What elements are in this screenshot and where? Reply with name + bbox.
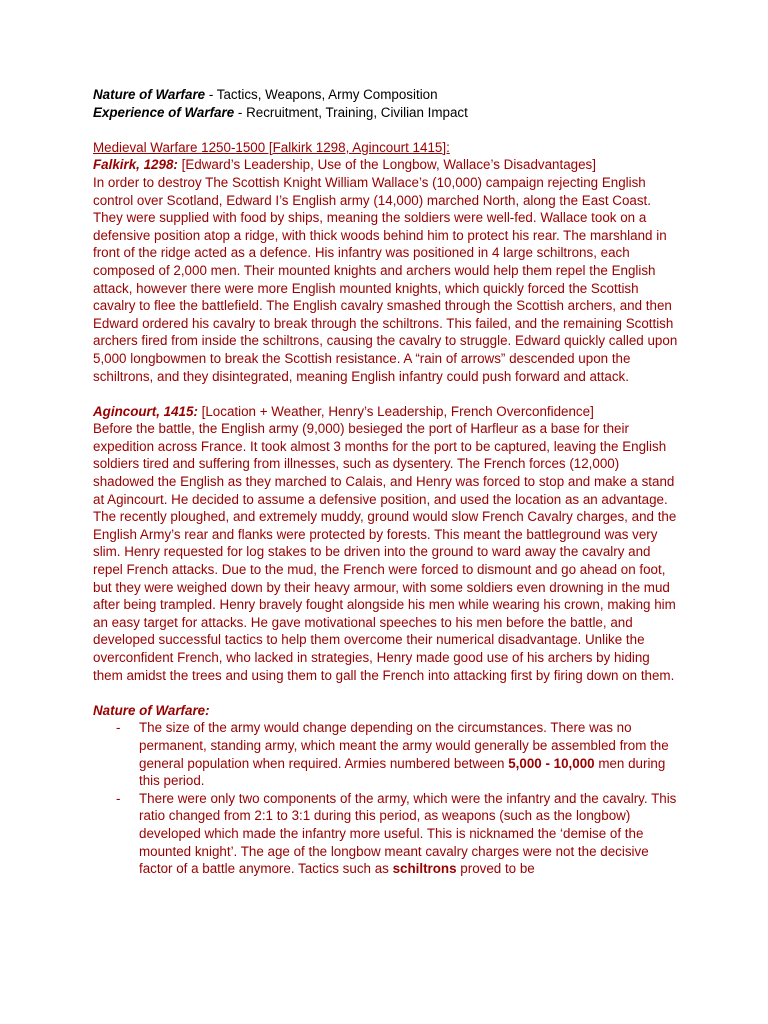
falkirk-paragraph: In order to destroy The Scottish Knight William Wallace’s (10,000) campaign rejecting English control over Scotland, Edward I’s English army (14,000) marched North, along the East Coast. They were supplied with food by ships, meaning the soldiers were well-fed. Wallace took on a defensive position atop a ridge, with thick woods behind him to protect his rear. The marshland in front of the ridge acted as a defence. His infantry was positioned in 4 large schiltrons, each composed of 2,000 men. Their mounted knights and archers would help them repel the English attack, however there were more English mounted knights, which quickly forced the Scottish cavalry to flee the battlefield. The English cavalry smashed through the Scottish archers, and then Edward ordered his cavalry to break through the schiltrons. This failed, and the remaining Scottish archers fired from inside the schiltrons, causing the cavalry to struggle. Edward quickly called upon 5,000 longbowmen to break the Scottish resistance. A “rain of arrows” descended upon the schiltrons, and they disintegrated, meaning English infantry could push forward and attack. <box>93 174 678 384</box>
list-item <box>93 790 681 878</box>
bullet-text: men during this period. <box>139 755 666 789</box>
falkirk-topics: [Edward’s Leadership, Use of the Longbow, Wallace’s Disadvantages] <box>177 157 596 173</box>
agincourt-label: Agincourt, 1415: <box>93 403 198 419</box>
falkirk-label: Falkirk, 1298: <box>93 157 178 173</box>
agincourt-topics: [Location + Weather, Henry’s Leadership, French Overconfidence] <box>197 403 594 419</box>
bullet-text: There were only two components of the army, which were the infantry and the cavalry. This ratio changed from 2:1 to 3:1 during this period, as weapons (such as the longbow) developed which made the infantry more useful. This is nicknamed the ‘demise of the mounted knight’. The age of the longbow meant cavalry charges were not the decisive factor of a battle anymore. Tactics such as <box>139 790 677 877</box>
agincourt-paragraph: Before the battle, the English army (9,000) besieged the port of Harfleur as a base for their expedition across France. It took almost 3 months for the port to be captured, leaving the English soldiers tired and suffering from illnesses, such as dysentery. The French forces (12,000) shadowed the English as they marched to Calais, and Henry was forced to stop and make a stand at Agincourt. He decided to assume a defensive position, and used the location as an advantage. The recently ploughed, and extremely muddy, ground would slow French Cavalry charges, and the English Army’s rear and flanks were protected by forests. This meant the battleground was very slim. Henry requested for log stakes to be driven into the ground to ward away the cavalry and repel French attacks. Due to the mud, the French were forced to dismount and go ahead on foot, but they were weighed down by their heavy armour, with some soldiers even drowning in the mud after being trampled. Henry bravely fought alongside his men while wearing his crown, making him an easy target for attacks. He gave motivational speeches to his men before the battle, and developed successful tactics to help them overcome their numerical disadvantage. Unlike the overconfident French, who lacked in strategies, Henry made good use of his archers by hiding them amidst the trees and using them to gall the French into attacking first by firing down on them. <box>93 421 677 683</box>
section-title: Medieval Warfare 1250-1500 [Falkirk 1298, Agincourt 1415]: <box>93 139 450 155</box>
nature-bullet-list <box>93 719 681 877</box>
nature-of-warfare-title: Nature of Warfare: <box>93 702 210 718</box>
bullet-bold-text: 5,000 - 10,000 <box>508 755 595 771</box>
bullet-text: The size of the army would change depending on the circumstances. There was no permanent, standing army, which meant the army would generally be assembled from the general population when required. Armies numbered between <box>139 720 669 771</box>
header-nature-line <box>93 86 681 104</box>
spacer <box>93 385 681 403</box>
list-item <box>93 719 681 789</box>
header-nature-text: - Tactics, Weapons, Army Composition <box>205 87 438 102</box>
bullet-dash: - <box>116 720 121 736</box>
spacer <box>93 684 681 702</box>
header-experience-line <box>93 104 681 122</box>
document-page <box>93 86 681 878</box>
bullet-text: proved to be <box>456 861 535 877</box>
falkirk-heading <box>93 156 681 174</box>
header-nature-label: Nature of Warfare <box>93 87 206 102</box>
bullet-bold-text: schiltrons <box>392 861 457 877</box>
header-experience-label: Experience of Warfare <box>93 104 235 120</box>
agincourt-heading <box>93 403 681 421</box>
header-experience-text: - Recruitment, Training, Civilian Impact <box>234 104 468 120</box>
bullet-dash: - <box>116 790 121 806</box>
